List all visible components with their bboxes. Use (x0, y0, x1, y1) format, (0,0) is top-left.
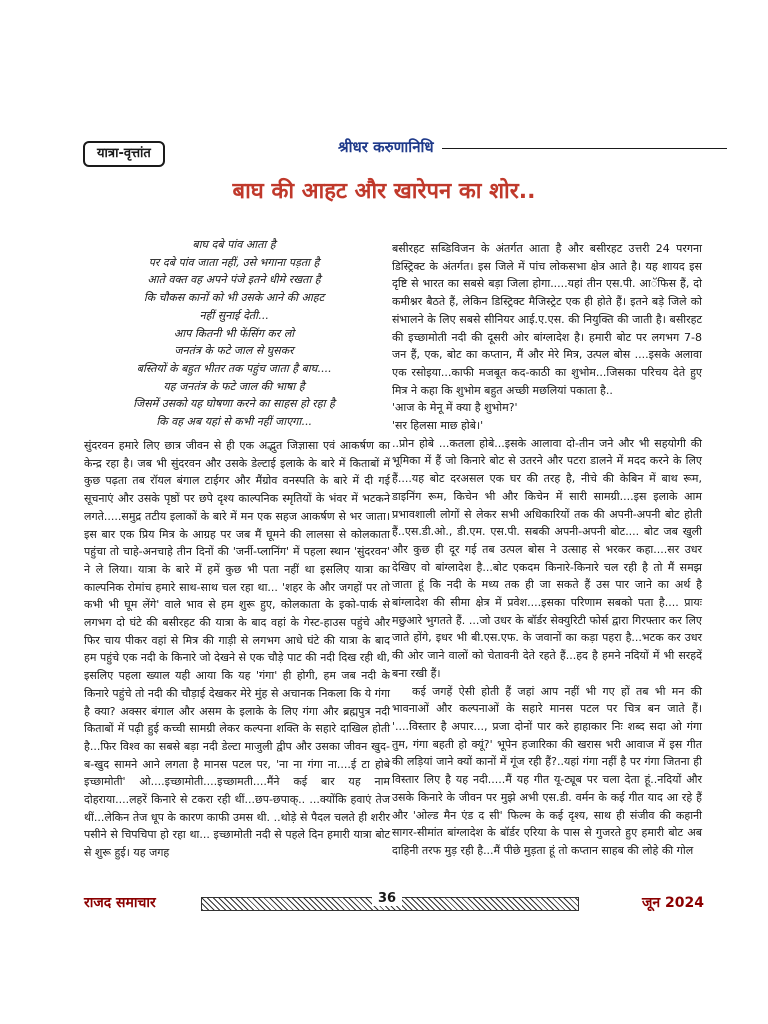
page-number: 36 (372, 891, 402, 906)
poem-line: जिसमें उसको यह घोषणा करने का साहस हो रहा है (133, 397, 335, 411)
dialogue-line: 'आज के मेनू में क्या है शुभोम?' (392, 401, 518, 415)
poem-line: पर दबे पांव जाता नहीं, उसे भगाना पड़ता है (148, 255, 320, 269)
poem-line: आते वक्त वह अपने पंजे इतने धीमे रखता है (147, 273, 321, 287)
left-column (84, 437, 390, 862)
poem-line: आप कितनी भी फेंसिंग कर लो (173, 326, 295, 340)
poem-line: कि वह अब यहां से कभी नहीं जाएगा... (156, 415, 312, 429)
poem-line: बाघ दबे पांव आता है (192, 238, 276, 251)
section-tag: यात्रा-वृत्तांत (83, 141, 165, 167)
paragraph: बसीरहट सब्डिविजन के अंतर्गत आता है और बसीरहट उत्तरी 24 परगना डिस्ट्रिक्ट के अंतर्गत। इस जिले में पांच लोकसभा क्षेत्र आते है। यह शायद इस दृष्टि से भारत का सबसे बड़ा जिला होगा.....यहां तीन एस.पी. आॅफिस हैं, दो कमीश्नर बैठते हैं, लेकिन डिस्ट्रिक्ट मैजिस्ट्रेट एक ही होते हैं। इतने बड़े जिले को संभालने के लिए सबसे सीनियर आई.ए.एस. की नियुक्ति की जाती है। बसीरहट की इच्छामोती नदी की दूसरी ओर बांग्लादेश है। हमारी बोट पर लगभग 7-8 जन हैं, एक, बोट का कप्तान, मैं और मेरे मित्र, उत्पल बोस ....इसके अलावा एक रसोइया...काफी मजबूत कद-काठी का शुभोम...जिसका परिचय देते हुए मित्र ने कहा कि शुभोम बहुत अच्छी मछलियां पकाता है.. (392, 242, 702, 397)
poem (88, 236, 380, 431)
article-title: बाघ की आहट और खारेपन का शोर.. (232, 179, 536, 204)
paragraph: सुंदरवन हमारे लिए छात्र जीवन से ही एक अद्भुत जिज्ञासा एवं आकर्षण का केन्द्र रहा है। जब भी सुंदरवन और उसके डेल्टाई इलाके के बारे में किताबों में कुछ पढ़ता तब रॉयल बंगाल टाईगर और मैंग्रोव वनस्पति के बारे में दी गई सूचनाएं और उसके पृष्ठों पर छपे दृश्य काल्पनिक स्मृतियों के भंवर में भटकने लगते.....समुद्र तटीय इलाकों के बारे में मन एक सहज आकर्षण से भर जाता। इस बार एक प्रिय मित्र के आग्रह पर जब मैं घूमने की लालसा से कोलकाता पहुंचा तो चाहे-अनचाहे तीन दिनों की 'जर्नी-प्लानिंग' में पहला स्थान 'सुंदरवन' ने ले लिया। यात्रा के बारे में हमें कुछ भी पता नहीं था इसलिए यात्रा का काल्पनिक रोमांच हमारे साथ-साथ चल रहा था... 'शहर के और जगहों पर तो कभी भी घूम लेंगे' वाले भाव से हम शुरू हुए, कोलकाता के इको-पार्क से लगभग दो घंटे की बसीरहट की यात्रा के बाद वहां के गेस्ट-हाउस पहुंचे और फिर चाय पीकर वहां से मित्र की गाड़ी से लगभग आधे घंटे की यात्रा के बाद हम पहुंचे एक नदी के किनारे जो देखने से एक चौड़े पाट की नदी दिख रही थी, इसलिए पहला ख्याल यही आया कि यह 'गंगा' ही होगी, हम जब नदी के किनारे पहुंचे तो नदी की चौड़ाई देखकर मेरे मुंह से अचानक निकला कि ये गंगा है क्या? अक्सर बंगाल और असम के इलाके के लिए गंगा और ब्रह्मपुत्र नदी किताबों में पढ़ी हुई कच्ची सामग्री लेकर कल्पना शक्ति के सहारे दाखिल होती है...फिर विश्व का सबसे बड़ा नदी डेल्टा माजुली द्वीप और उसका जीवन खुद-ब-खुद सामने आने लगता है मानस पटल पर, 'ना ना गंगा ना....ई टा होबे इच्छामोती' ओ....इच्छामोती....इच्छामती....मैंने कई बार यह नाम दोहराया....लहरें किनारे से टकरा रही थीं...छप-छपाक्.. ...क्योंकि हवाएं तेज थीं...लेकिन तेज धूप के कारण काफी उमस थी. ..थोड़े से पैदल चलते ही शरीर पसीने से चिपचिपा हो रहा था... इच्छामोती नदी से पहले दिन हमारी यात्रा बोट से शुरू हुई। यह जगह (84, 439, 390, 860)
poem-line: यह जनतंत्र के फटे जाल की भाषा है (163, 379, 305, 393)
poem-line: जनतंत्र के फटे जाल से घुसकर (174, 344, 294, 358)
poem-line: बस्तियों के बहुत भीतर तक पहुंच जाता है बाघ.... (136, 361, 332, 375)
poem-line: नहीं सुनाई देती... (199, 308, 269, 322)
poem-line: कि चौकस कानों को भी उसके आने की आहट (143, 291, 325, 305)
right-column (392, 240, 702, 860)
author-name: श्रीधर करुणानिधि (330, 137, 442, 157)
paragraph: ..प्रोन होबे ...कतला होबे...इसके आलावा दो-तीन जने और भी सहयोगी की भूमिका में हैं जो किनारे बोट से उतरने और पटरा डालने में मदद करने के लिए हैं....यह बोट दरअसल एक घर की तरह है, नीचे की केबिन में बाथ रूम, डाइनिंग रूम, किचेन भी और किचेन में सारी सामग्री....इस इलाके आम प्रभावशाली लोगों से लेकर सभी अधिकारियों तक की अपनी-अपनी बोट होती हैं..एस.डी.ओ., डी.एम. एस.पी. सबकी अपनी-अपनी बोट.... बोट जब खुली और कुछ ही दूर गई तब उत्पल बोस ने उत्साह से भरकर कहा....सर उधर देखिए वो बांग्लादेश है...बोट एकदम किनारे-किनारे चल रही है तो मैं समझ जाता हूं कि नदी के मध्य तक ही जा सकते हैं उस पार जाने का अर्थ है बांग्लादेश की सीमा क्षेत्र में प्रवेश....इसका परिणाम सबको पता है.... प्रायः मछुआरे भुगतते हैं. ...जो उधर के बॉर्डर सेक्युरिटी फोर्स द्वारा गिरफ्तार कर लिए जाते होंगे, इधर भी बी.एस.एफ. के जवानों का कड़ा पहरा है...भटक कर उधर की ओर जाने वालों को चेतावनी देते रहते हैं...हद है हमने नदियों में भी सरहदें बना रखी हैं। (392, 436, 702, 680)
page-footer (84, 893, 704, 913)
publication-name: राजद समाचार (84, 895, 156, 911)
paragraph: कई जगहें ऐसी होती हैं जहां आप नहीं भी गए हों तब भी मन की भावनाओं और कल्पनाओं के सहारे मानस पटल पर चित्र बन जाते हैं। '....विस्तार है अपार..., प्रजा दोनों पार करे हाहाकार निः शब्द सदा ओ गंगा तुम, गंगा बहती हो क्यूं?' भूपेन हजारिका की खरास भरी आवाज में इस गीत की लड़ियां जाने क्यों कानों में गूंज रही हैं?..यहां गंगा नहीं है पर गंगा जितना ही विस्तार लिए है यह नदी.....मैं यह गीत यू-ट्यूब पर चला देता हूं..नदियों और उसके किनारे के जीवन पर मुझे अभी एस.डी. वर्मन के कई गीत याद आ रहे हैं और 'ओल्ड मैन एंड द सी' फिल्म के कई दृश्य, साथ ही संजीव की कहानी सागर-सीमांत बांग्लादेश के बॉर्डर एरिया के पास से गुजरते हुए हमारी बोट अब दाहिनी तरफ मुड़ रही है...मैं पीछे मुड़ता हूं तो कप्तान साहब की लोहे की गोल (392, 684, 702, 857)
dialogue-line: 'सर हिलसा माछ होबे।' (392, 419, 484, 433)
issue-date: जून 2024 (642, 895, 704, 911)
